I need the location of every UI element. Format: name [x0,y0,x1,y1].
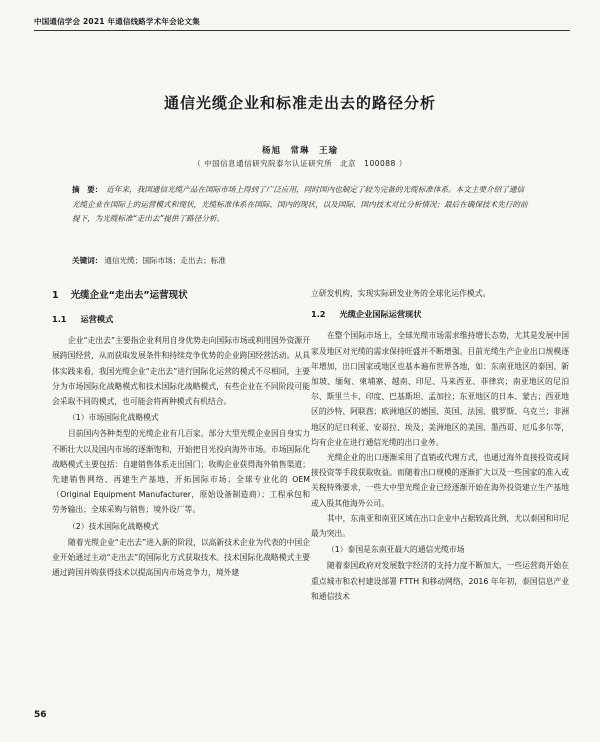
section-1-1-title: 运营模式 [80,314,114,324]
paragraph: 随着光缆企业“走出去”进入新的阶段，以高新技术企业为代表的中国企业开始通过主动“走出去”的国际化方式获取技术。技术国际化战略模式主要通过跨国并购获得技术以提高国内市场竞争力，境外建 [52,537,310,578]
running-header: 中国通信学会 2021 年通信线路学术年会论文集 [34,16,570,31]
section-1-heading [52,288,310,304]
keywords-text: 通信光缆；国际市场；走出去；标准 [104,256,226,265]
subheading-market-strategy: （1）市场国际化战略模式 [68,413,159,423]
section-1-2-number: 1.2 [311,309,326,320]
paragraph: 其中，东南亚和南亚区域在出口企业中占据较高比例，尤以泰国和印尼最为突出。 [311,513,569,539]
section-1-number: 1 [52,290,59,301]
section-1-2-title: 光缆企业国际运营现状 [339,309,422,320]
paragraph: 企业“走出去”主要指企业利用自身优势走向国际市场或利用国外资源开展跨国经营，从而获取发展条件和持续竞争优势的企业跨国经营活动。从具体实践来看，我国光缆企业“走出去”进行国际化运营的模式不尽相同，主要分为市场国际化战略模式和技术国际化战略模式，有些企业在不同阶段可能会采取不同的模式，也可能会将两种模式有机结合。 [52,336,310,407]
abstract-text: 近年来，我国通信光缆产品在国际市场上得到了广泛应用，同时国内也制定了较为完备的光缆标准体系。本文主要介绍了通信光缆企业在国际上的运营模式和现状，光缆标准体系在国际、国内的现状，以及国际、国内技术对比分析情况；最后在确保技术先行的前提下，为光缆标准“走出去”提供了路径分析。 [72,185,528,223]
paragraph: 目前国内各种类型的光缆企业有几百家，部分大型光缆企业因自身实力不断壮大以及国内市场的逐渐饱和，开始把目光投向海外市场。市场国际化战略模式主要包括：自建销售体系走出国门；收购企业获得海外销售渠道；先建销售网络、再建生产基地，开拓国际市场；全球专业化的 OEM（Original Equipment Manufacturer，原始设备制造商）；工程承包和劳务输出；全球采购与销售；境外设厂等。 [52,429,310,515]
paragraph: 随着泰国政府对发展数字经济的支持力度不断加大，一些运营商开始在重点城市和农村建设部署 FTTH 和移动网络，2016 年年初，泰国信息产业和通信技术 [311,561,569,601]
section-1-1-number: 1.1 [52,314,67,324]
keywords [72,254,530,267]
section-1-2-heading [311,307,569,322]
abstract [72,183,530,227]
page-number: 56 [34,710,47,720]
paragraph-continued: 立研发机构，实现实际研发业务的全球化运作模式。 [311,289,491,298]
paper-authors: 杨旭 常琳 王瑜 [261,146,338,156]
paragraph: 在整个国际市场上，全球光缆市场需求维持增长态势，尤其是发展中国家及地区对光缆的需求保持旺盛并不断增强。目前光缆生产企业出口规模逐年增加，出口国家或地区也基本遍布世界各地，如：东南亚地区的泰国、新加坡、缅甸、柬埔寨、越南、印尼、马来西亚、菲律宾；南亚地区的尼泊尔、斯里兰卡、印度、巴基斯坦、孟加拉；东亚地区的日本、蒙古；西亚地区的沙特、阿联酋；欧洲地区的德国、英国、法国、俄罗斯、乌克兰；非洲地区的尼日利亚、安哥拉、埃及；美洲地区的美国、墨西哥、厄瓜多尔等，均有企业在进行通信光缆的出口业务。 [311,331,569,447]
right-column [311,286,569,604]
section-1-1-heading [52,312,310,327]
paragraph: 光缆企业的出口逐渐采用了直销或代理方式，也通过海外直接投资或间接投资等手段获取收益。而随着出口规模的逐渐扩大以及一些国家的准入或关税特殊要求，一些大中型光缆企业已经逐渐开始在海外投资建立生产基地或入股其他海外公司。 [311,453,569,508]
subheading-tech-strategy: （2）技术国际化战略模式 [68,521,159,531]
section-1-title: 光缆企业“走出去”运营现状 [70,290,188,301]
paper-affiliation: （ 中国信息通信研究院泰尔认证研究所 北京 100088 ） [193,159,407,168]
keywords-label: 关键词： [72,256,103,265]
abstract-label: 摘 要： [72,185,103,194]
paper-title: 通信光缆企业和标准走出去的路径分析 [163,94,436,112]
left-column [52,286,310,580]
subheading-thailand: （1）泰国是东南亚最大的通信光缆市场 [327,545,465,555]
